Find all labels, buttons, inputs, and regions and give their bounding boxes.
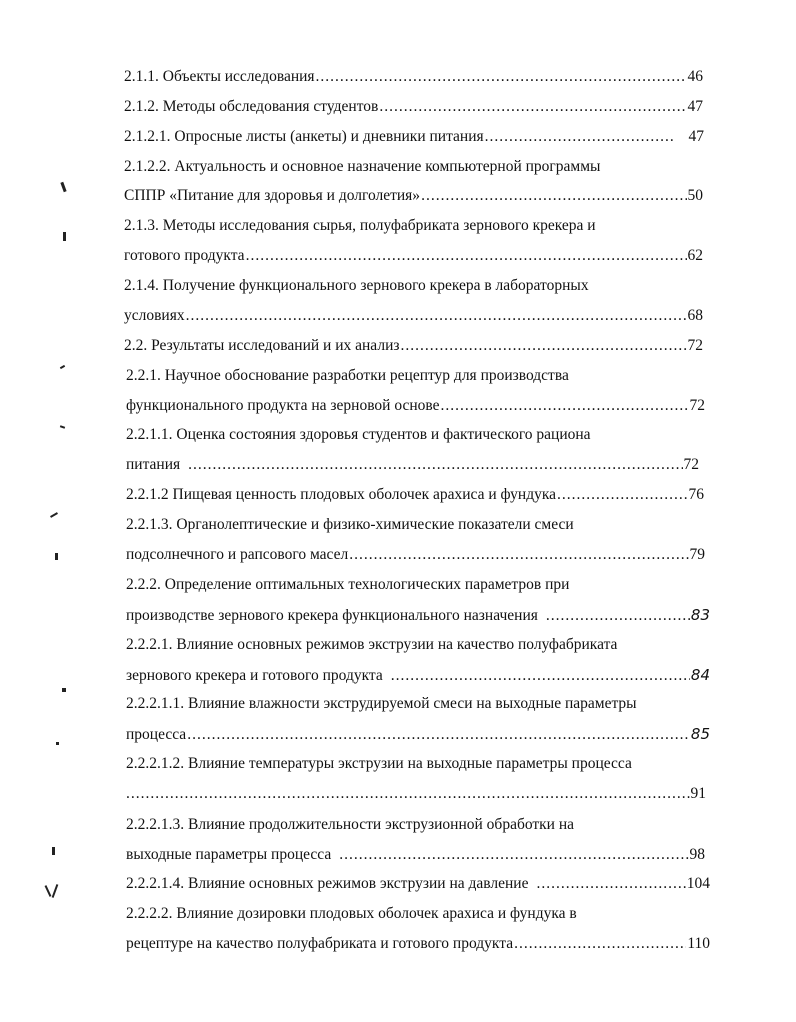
toc-entry-text: 2.2.2.1.1. Влияние влажности экструдируемой смеси на выходные параметры <box>126 695 637 712</box>
toc-entry <box>124 127 704 147</box>
toc-leader-dots <box>536 874 685 894</box>
toc-entry-text: 2.2.1.3. Органолептические и физико-химические показатели смеси <box>126 516 574 533</box>
toc-entry <box>126 934 710 954</box>
toc-entry-title: условиях <box>124 307 185 324</box>
toc-entry-page: 68 <box>687 307 703 324</box>
toc-entry-text: 2.1.2.2. Актуальность и основное назначение компьютерной программы <box>124 158 601 175</box>
toc-entry-title: 2.2.2.1.4. Влияние основных режимов экструзии на давление <box>126 875 529 892</box>
toc-leader-dots <box>514 934 686 954</box>
toc-entry-title: 2.1.2. Методы обследования студентов <box>124 98 379 115</box>
toc-entry <box>126 845 705 865</box>
scan-speck <box>55 553 58 560</box>
toc-entry-title: 2.2.1.2 Пищевая ценность плодовых оболочек арахиса и фундука <box>126 486 557 503</box>
toc-entry <box>124 97 703 117</box>
toc-entry-page: 47 <box>688 128 704 145</box>
toc-entry <box>126 784 706 804</box>
toc-leader-dots <box>316 67 687 87</box>
toc-entry-page: 72 <box>683 456 699 473</box>
toc-leader-dots <box>187 725 690 745</box>
toc-entry-page: 84 <box>690 666 710 684</box>
toc-entry-text: 2.2.1. Научное обоснование разработки рецептур для производства <box>126 367 569 384</box>
toc-entry-page: 62 <box>687 247 703 264</box>
toc-entry-title: 2.1.2.1. Опросные листы (анкеты) и дневники питания <box>124 128 484 145</box>
toc-leader-dots <box>421 186 686 206</box>
toc-leader-dots <box>126 784 690 804</box>
toc-entry <box>124 246 703 266</box>
toc-entry <box>126 874 710 894</box>
toc-entry <box>126 605 710 626</box>
toc-leader-dots <box>339 845 688 865</box>
toc-entry-page: 72 <box>689 397 705 414</box>
toc-entry <box>126 545 705 565</box>
toc-entry-title: зернового крекера и готового продукта <box>126 667 383 684</box>
toc-leader-dots <box>188 455 682 475</box>
toc-leader-dots <box>557 485 687 505</box>
scan-speck <box>45 885 52 897</box>
toc-entry-page: 76 <box>688 486 704 503</box>
toc-entry-page: 104 <box>686 875 710 892</box>
toc-entry-text: 2.2.2. Определение оптимальных технологических параметров при <box>126 576 570 593</box>
toc-entry <box>124 186 703 206</box>
toc-entry-text: 2.2.2.1. Влияние основных режимов экструзии на качество полуфабриката <box>126 636 618 653</box>
toc-entry <box>126 724 710 745</box>
toc-entry-page: 47 <box>687 98 703 115</box>
toc-entry <box>126 665 710 686</box>
toc-leader-dots <box>186 306 687 326</box>
toc-entry-page: 98 <box>689 846 705 863</box>
scan-speck <box>52 884 59 898</box>
scan-speck <box>50 512 58 518</box>
scan-speck <box>60 365 65 369</box>
toc-entry-text: 2.2.2.1.3. Влияние продолжительности экструзионной обработки на <box>126 816 575 833</box>
toc-entry-page: 46 <box>687 68 703 85</box>
toc-entry-title: подсолнечного и рапсового масел <box>126 546 349 563</box>
toc-entry <box>126 455 699 475</box>
toc-entry-page: 79 <box>689 546 705 563</box>
toc-entry-page: 50 <box>687 187 703 204</box>
scan-speck <box>56 742 59 745</box>
toc-entry-page: 72 <box>687 337 703 354</box>
toc-entry-title: СППР «Питание для здоровья и долголетия» <box>124 187 421 204</box>
toc-entry <box>126 396 705 416</box>
toc-entry-text: 2.1.3. Методы исследования сырья, полуфабриката зернового крекера и <box>124 217 596 234</box>
scan-speck <box>63 232 66 241</box>
toc-entry-title: питания <box>126 456 181 473</box>
toc-leader-dots <box>391 666 690 686</box>
scan-speck <box>60 182 66 192</box>
toc-entry-title: выходные параметры процесса <box>126 846 332 863</box>
scan-speck <box>60 425 65 429</box>
toc-leader-dots <box>441 396 689 416</box>
toc-entry-page: 83 <box>690 606 710 624</box>
toc-entry-title: готового продукта <box>124 247 245 264</box>
toc-leader-dots <box>379 97 686 117</box>
toc-entry-page: 85 <box>690 725 710 743</box>
scan-speck <box>62 688 66 692</box>
toc-leader-dots <box>349 545 688 565</box>
toc-entry <box>126 485 704 505</box>
toc-entry <box>124 336 703 356</box>
toc-entry-title: процесса <box>126 726 187 743</box>
toc-leader-dots <box>485 127 675 147</box>
toc-leader-dots <box>546 606 690 626</box>
toc-leader-dots <box>400 336 686 356</box>
toc-entry-page: 91 <box>690 785 706 802</box>
toc-entry-text: 2.2.2.1.2. Влияние температуры экструзии на выходные параметры процесса <box>126 755 632 772</box>
toc-entry-title: 2.1.1. Объекты исследования <box>124 68 315 85</box>
toc-entry <box>124 67 703 87</box>
toc-entry-page: 110 <box>687 935 710 952</box>
toc-leader-dots <box>246 246 687 266</box>
toc-entry-title: рецептуре на качество полуфабриката и готового продукта <box>126 935 514 952</box>
toc-entry <box>124 306 703 326</box>
toc-entry-title: производстве зернового крекера функционального назначения <box>126 607 538 624</box>
toc-entry-title: функционального продукта на зерновой основе <box>126 397 440 414</box>
scan-speck <box>52 847 55 855</box>
toc-entry-text: 2.1.4. Получение функционального зернового крекера в лабораторных <box>124 277 589 294</box>
toc-entry-text: 2.2.1.1. Оценка состояния здоровья студентов и фактического рациона <box>126 426 591 443</box>
toc-entry-text: 2.2.2.2. Влияние дозировки плодовых оболочек арахиса и фундука в <box>126 905 577 922</box>
toc-entry-title: 2.2. Результаты исследований и их анализ <box>124 337 400 354</box>
